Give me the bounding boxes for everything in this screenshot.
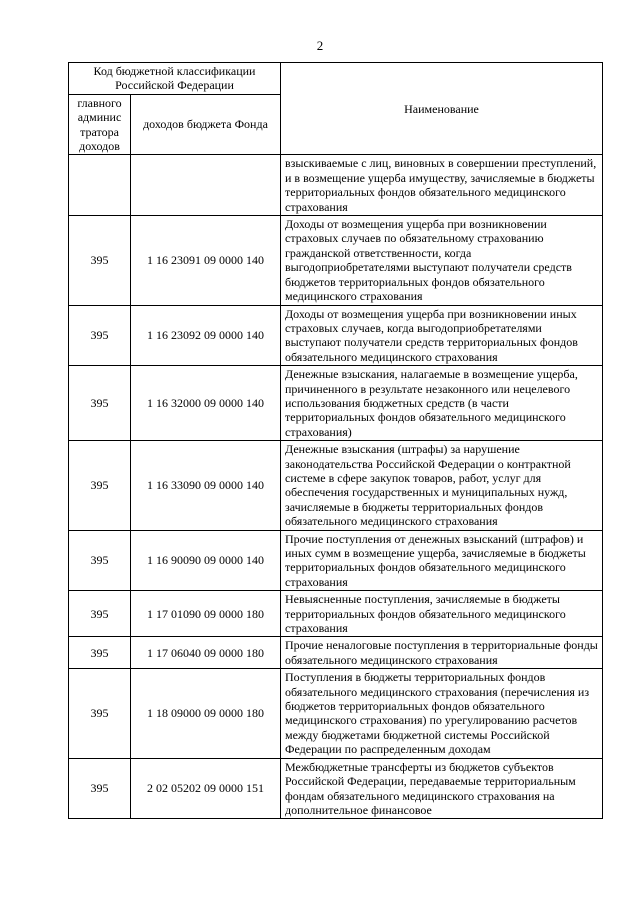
table-row xyxy=(69,669,603,758)
table-row xyxy=(69,530,603,591)
income-code-cell: 1 17 01090 09 0000 180 xyxy=(131,591,281,637)
name-cell: Прочие поступления от денежных взысканий (штрафов) и иных сумм в возмещение ущерба, зачисляемые в бюджеты территориальных фондов обязательного медицинского страхования xyxy=(281,530,603,591)
table-row xyxy=(69,758,603,819)
admin-code-cell: 395 xyxy=(69,305,131,366)
admin-code-cell: 395 xyxy=(69,637,131,669)
table-row xyxy=(69,216,603,305)
admin-code-cell: 395 xyxy=(69,591,131,637)
name-cell: Поступления в бюджеты территориальных фондов обязательного медицинского страхования (перечисления из бюджетов территориальных фондов обязательного медицинского страхования) по урегулированию расчетов между бюджетами бюджетной системы Российской Федерации по распределенным доходам xyxy=(281,669,603,758)
header-classification-code: Код бюджетной классификации Российской Федерации xyxy=(69,63,281,95)
table-row xyxy=(69,155,603,216)
name-cell: Межбюджетные трансферты из бюджетов субъектов Российской Федерации, передаваемые территориальным фондам обязательного медицинского страхования на дополнительное финансовое xyxy=(281,758,603,819)
header-main-administrator: главного админис тратора доходов xyxy=(69,94,131,155)
name-cell: Невыясненные поступления, зачисляемые в бюджеты территориальных фондов обязательного медицинского страхования xyxy=(281,591,603,637)
table-row xyxy=(69,637,603,669)
income-code-cell: 1 16 33090 09 0000 140 xyxy=(131,441,281,530)
income-code-cell: 1 17 06040 09 0000 180 xyxy=(131,637,281,669)
income-code-cell: 1 16 90090 09 0000 140 xyxy=(131,530,281,591)
header-fund-income: доходов бюджета Фонда xyxy=(131,94,281,155)
admin-code-cell: 395 xyxy=(69,216,131,305)
income-code-cell: 1 16 23091 09 0000 140 xyxy=(131,216,281,305)
income-code-cell: 1 16 32000 09 0000 140 xyxy=(131,366,281,441)
name-cell: Доходы от возмещения ущерба при возникновении страховых случаев по обязательному страхованию гражданской ответственности, когда выгодоприобретателями выступают получатели средств бюджетов территориальных фондов обязательного медицинского страхования xyxy=(281,216,603,305)
admin-code-cell: 395 xyxy=(69,669,131,758)
admin-code-cell: 395 xyxy=(69,366,131,441)
income-code-cell: 1 18 09000 09 0000 180 xyxy=(131,669,281,758)
header-name: Наименование xyxy=(281,63,603,155)
admin-code-cell: 395 xyxy=(69,758,131,819)
name-cell: Доходы от возмещения ущерба при возникновении иных страховых случаев, когда выгодоприобретателями выступают получатели средств территориальных фондов обязательного медицинского страхования xyxy=(281,305,603,366)
table-row xyxy=(69,305,603,366)
income-code-cell: 1 16 23092 09 0000 140 xyxy=(131,305,281,366)
income-code-cell xyxy=(131,155,281,216)
page-number: 2 xyxy=(316,38,324,53)
table-row xyxy=(69,591,603,637)
table-row xyxy=(69,441,603,530)
name-cell: Денежные взыскания (штрафы) за нарушение законодательства Российской Федерации о контрактной системе в сфере закупок товаров, работ, услуг для обеспечения государственных и муниципальных нужд, зачисляемые в бюджеты территориальных фондов обязательного медицинского страхования xyxy=(281,441,603,530)
admin-code-cell xyxy=(69,155,131,216)
income-code-cell: 2 02 05202 09 0000 151 xyxy=(131,758,281,819)
admin-code-cell: 395 xyxy=(69,441,131,530)
admin-code-cell: 395 xyxy=(69,530,131,591)
name-cell: Прочие неналоговые поступления в территориальные фонды обязательного медицинского страхования xyxy=(281,637,603,669)
table-row xyxy=(69,366,603,441)
name-cell: взыскиваемые с лиц, виновных в совершении преступлений, и в возмещение ущерба имуществу, зачисляемые в бюджеты территориальных фондов обязательного медицинского страхования xyxy=(281,155,603,216)
budget-classification-table xyxy=(68,62,603,819)
name-cell: Денежные взыскания, налагаемые в возмещение ущерба, причиненного в результате незаконного или нецелевого использования бюджетных средств (в части территориальных фондов обязательного медицинского страхования) xyxy=(281,366,603,441)
